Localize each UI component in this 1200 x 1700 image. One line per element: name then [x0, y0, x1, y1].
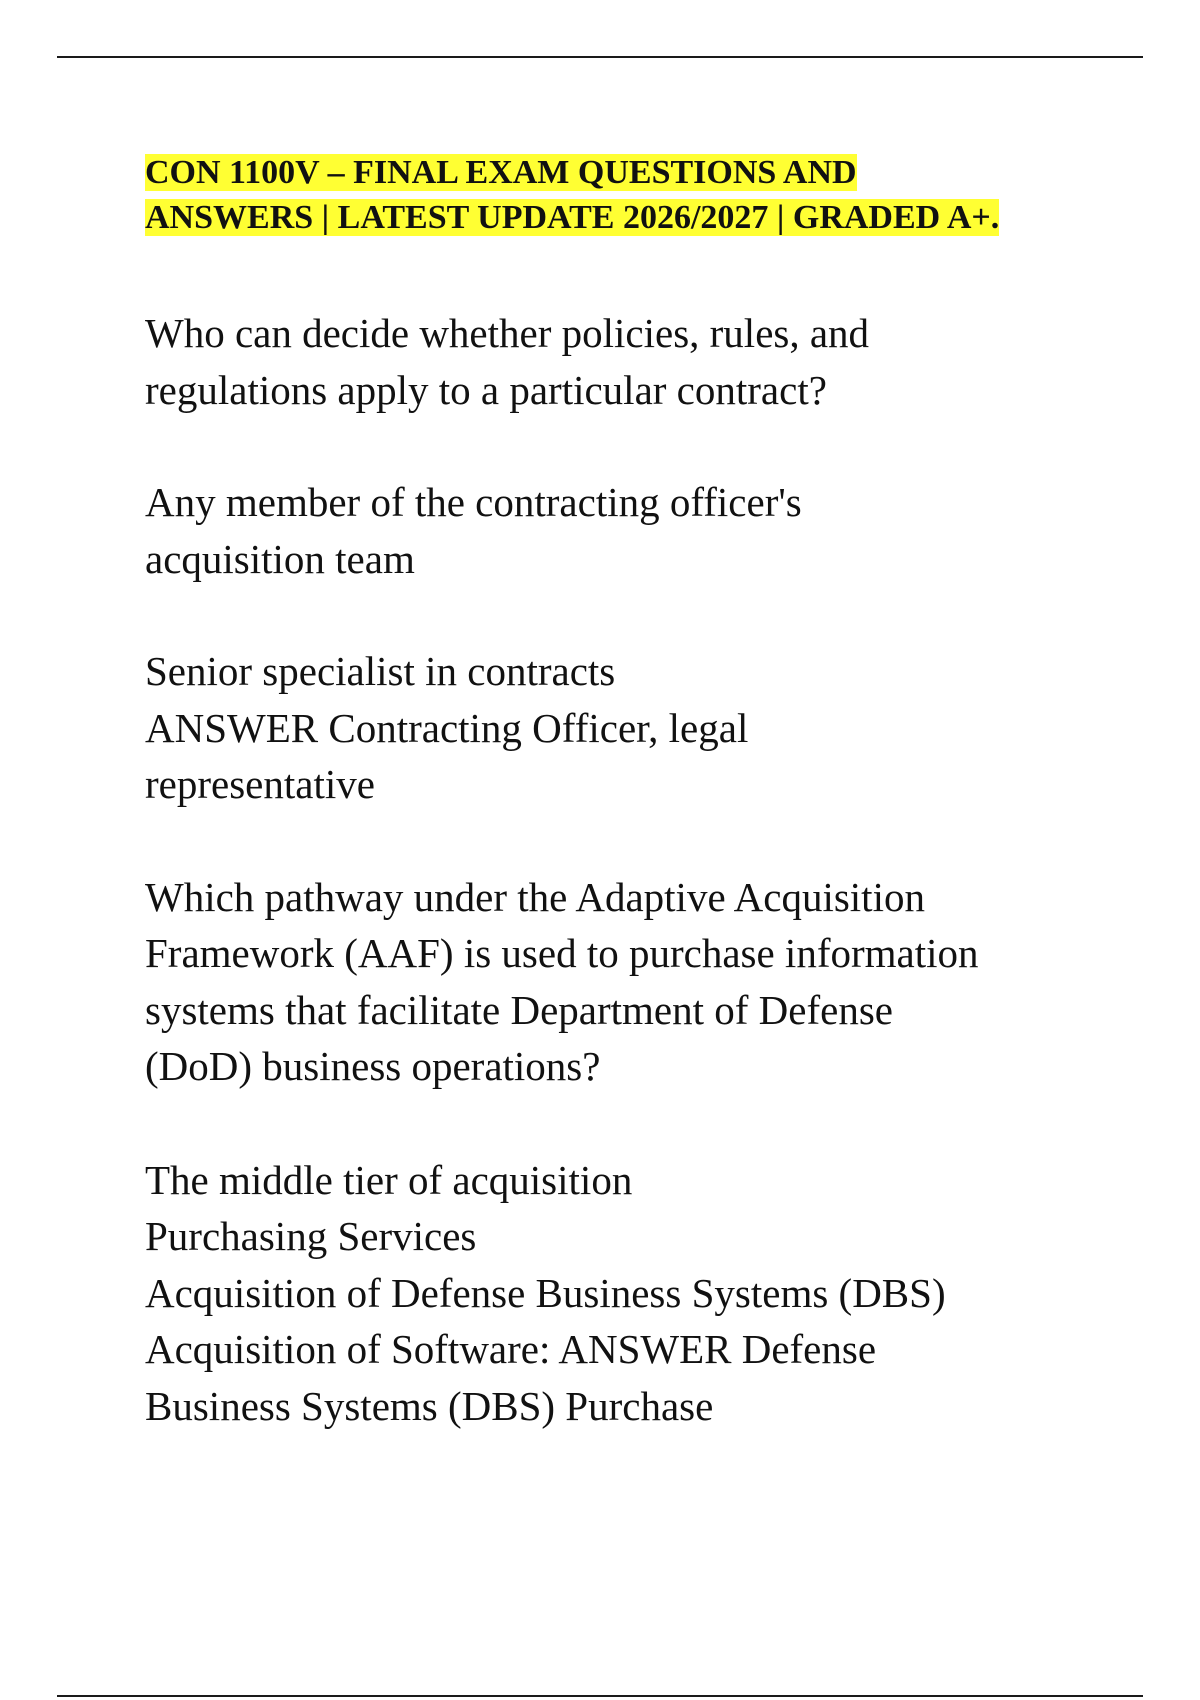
question-1-line-2: regulations apply to a particular contract?: [145, 366, 827, 413]
answer-options-2-line-5: Business Systems (DBS) Purchase: [145, 1382, 714, 1429]
answer-options-2-line-2: Purchasing Services: [145, 1213, 477, 1259]
document-title: [145, 150, 1025, 240]
answer-options-2: [145, 1152, 1105, 1435]
answer-options-2-line-1: The middle tier of acquisition: [145, 1156, 633, 1203]
question-2: [145, 869, 1105, 1095]
answer-option-2-line-2: ANSWER Contracting Officer, legal: [145, 704, 749, 751]
answer-option-2-line-1: Senior specialist in contracts: [145, 648, 616, 694]
answer-options-2-line-4: Acquisition of Software: ANSWER Defense: [145, 1326, 877, 1372]
bottom-divider: [57, 1695, 1143, 1697]
question-1-line-1: Who can decide whether policies, rules, and: [145, 310, 870, 356]
question-2-line-4: (DoD) business operations?: [145, 1043, 601, 1089]
question-2-line-2: Framework (AAF) is used to purchase information: [145, 930, 979, 976]
top-divider: [57, 56, 1143, 58]
title-highlight: CON 1100V – FINAL EXAM QUESTIONS AND ANSWERS | LATEST UPDATE 2026/2027 | GRADED A+.: [145, 154, 1000, 236]
answer-option-1-line-2: acquisition team: [145, 535, 415, 582]
question-1: [145, 305, 1105, 418]
answer-option-1-line-1: Any member of the contracting officer's: [145, 479, 802, 525]
question-2-line-1: Which pathway under the Adaptive Acquisition: [145, 873, 925, 920]
document-body: [145, 150, 1105, 1434]
answer-options-2-line-3: Acquisition of Defense Business Systems (DBS): [145, 1269, 946, 1316]
answer-option-2: [145, 643, 1105, 813]
answer-option-2-line-3: representative: [145, 761, 375, 807]
answer-option-1: [145, 474, 1105, 587]
question-2-line-3: systems that facilitate Department of Defense: [145, 986, 893, 1033]
